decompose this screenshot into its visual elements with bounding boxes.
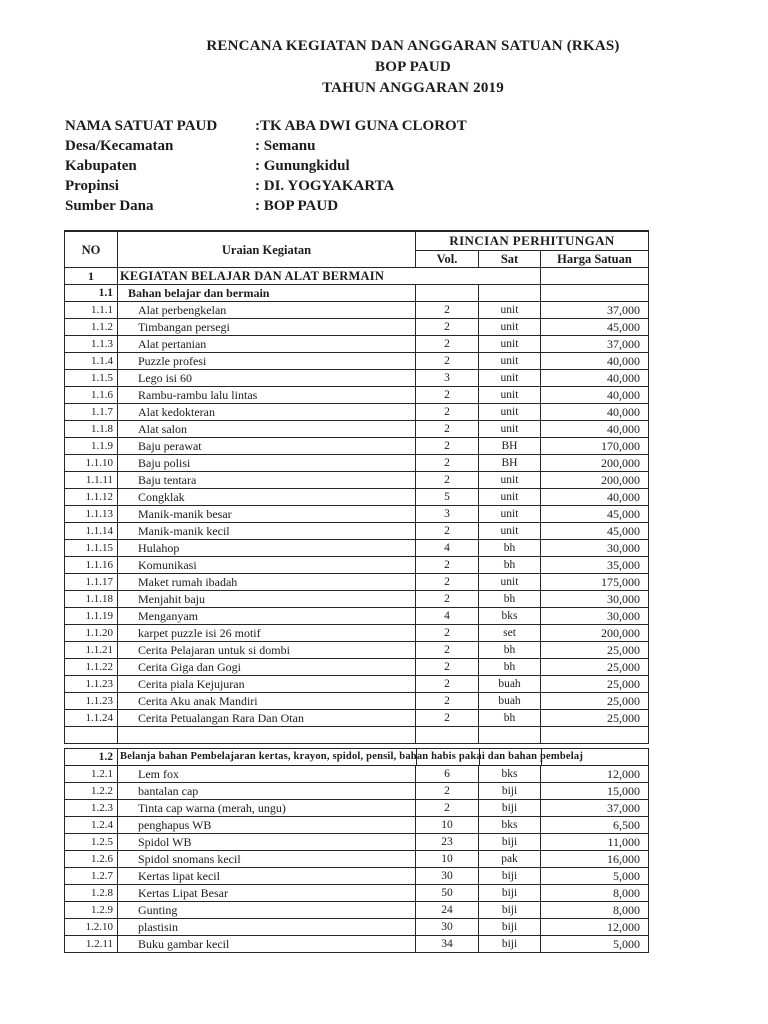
row-volume: 30 bbox=[416, 919, 479, 936]
table-row bbox=[65, 710, 649, 727]
row-unit: unit bbox=[479, 506, 541, 523]
header-sat: Sat bbox=[479, 251, 541, 268]
empty-cell bbox=[118, 727, 416, 744]
meta-row-propinsi bbox=[65, 176, 467, 196]
row-volume: 2 bbox=[416, 404, 479, 421]
row-unit: bh bbox=[479, 540, 541, 557]
row-number: 1.1.4 bbox=[65, 353, 118, 370]
row-unit: unit bbox=[479, 489, 541, 506]
row-number: 1.2.5 bbox=[65, 834, 118, 851]
meta-value: :TK ABA DWI GUNA CLOROT bbox=[255, 118, 467, 134]
row-item-name: Spidol WB bbox=[118, 834, 416, 851]
row-item-name: Cerita Pelajaran untuk si dombi bbox=[118, 642, 416, 659]
row-number: 1.1.24 bbox=[65, 710, 118, 727]
table-row bbox=[65, 370, 649, 387]
row-number: 1.2.3 bbox=[65, 800, 118, 817]
row-unit: bh bbox=[479, 642, 541, 659]
document-title bbox=[58, 36, 768, 99]
section-number: 1.1 bbox=[65, 285, 118, 302]
meta-value: : BOP PAUD bbox=[255, 198, 339, 214]
row-unit-price: 12,000 bbox=[541, 919, 649, 936]
section-title: Belanja bahan Pembelajaran kertas, krayon, spidol, pensil, bahan habis pakai dan bahan pembelaj bbox=[120, 751, 584, 762]
header-no: NO bbox=[65, 231, 118, 268]
row-unit-price: 12,000 bbox=[541, 766, 649, 783]
meta-label: Kabupaten bbox=[65, 158, 137, 174]
row-volume: 2 bbox=[416, 557, 479, 574]
row-unit: biji bbox=[479, 834, 541, 851]
row-number: 1.1.18 bbox=[65, 591, 118, 608]
row-unit-price: 8,000 bbox=[541, 902, 649, 919]
table-row bbox=[65, 919, 649, 936]
table-row bbox=[65, 834, 649, 851]
row-number: 1.1.2 bbox=[65, 319, 118, 336]
row-volume: 2 bbox=[416, 319, 479, 336]
row-volume: 2 bbox=[416, 472, 479, 489]
title-line-1: RENCANA KEGIATAN DAN ANGGARAN SATUAN (RKAS) bbox=[206, 38, 620, 54]
table-row bbox=[65, 766, 649, 783]
row-volume: 50 bbox=[416, 885, 479, 902]
row-item-name: plastisin bbox=[118, 919, 416, 936]
table-row bbox=[65, 817, 649, 834]
rows-section-1-1 bbox=[65, 302, 649, 727]
row-unit-price: 5,000 bbox=[541, 936, 649, 953]
row-item-name: Menganyam bbox=[118, 608, 416, 625]
row-item-name: Alat perbengkelan bbox=[118, 302, 416, 319]
meta-row-desa-kecamatan bbox=[65, 136, 467, 156]
row-item-name: Congklak bbox=[118, 489, 416, 506]
row-number: 1.2.8 bbox=[65, 885, 118, 902]
row-unit-price: 37,000 bbox=[541, 336, 649, 353]
row-number: 1.1.16 bbox=[65, 557, 118, 574]
table-row bbox=[65, 387, 649, 404]
table-row bbox=[65, 489, 649, 506]
row-volume: 4 bbox=[416, 540, 479, 557]
row-unit-price: 25,000 bbox=[541, 659, 649, 676]
row-volume: 2 bbox=[416, 710, 479, 727]
row-volume: 3 bbox=[416, 370, 479, 387]
row-number: 1.1.13 bbox=[65, 506, 118, 523]
table-row bbox=[65, 506, 649, 523]
row-unit: biji bbox=[479, 919, 541, 936]
section-title: KEGIATAN BELAJAR DAN ALAT BERMAIN bbox=[118, 268, 541, 285]
row-item-name: bantalan cap bbox=[118, 783, 416, 800]
row-item-name: Baju tentara bbox=[118, 472, 416, 489]
row-unit-price: 40,000 bbox=[541, 353, 649, 370]
row-item-name: Manik-manik kecil bbox=[118, 523, 416, 540]
row-unit-price: 200,000 bbox=[541, 472, 649, 489]
row-number: 1.1.5 bbox=[65, 370, 118, 387]
table-row bbox=[65, 659, 649, 676]
row-unit: unit bbox=[479, 523, 541, 540]
meta-label: Desa/Kecamatan bbox=[65, 138, 174, 154]
row-unit-price: 16,000 bbox=[541, 851, 649, 868]
row-unit: unit bbox=[479, 387, 541, 404]
row-unit-price: 11,000 bbox=[541, 834, 649, 851]
row-volume: 2 bbox=[416, 353, 479, 370]
row-item-name: Buku gambar kecil bbox=[118, 936, 416, 953]
row-volume: 10 bbox=[416, 817, 479, 834]
table-row bbox=[65, 676, 649, 693]
row-item-name: Kertas lipat kecil bbox=[118, 868, 416, 885]
table-row bbox=[65, 608, 649, 625]
row-number: 1.1.8 bbox=[65, 421, 118, 438]
row-volume: 2 bbox=[416, 625, 479, 642]
row-item-name: Alat kedokteran bbox=[118, 404, 416, 421]
section-row-1-2 bbox=[65, 749, 649, 766]
row-item-name: Maket rumah ibadah bbox=[118, 574, 416, 591]
table-row bbox=[65, 557, 649, 574]
row-unit: unit bbox=[479, 370, 541, 387]
row-volume: 2 bbox=[416, 336, 479, 353]
row-unit: buah bbox=[479, 676, 541, 693]
row-unit: bks bbox=[479, 817, 541, 834]
table-row bbox=[65, 851, 649, 868]
row-number: 1.1.12 bbox=[65, 489, 118, 506]
row-item-name: Spidol snomans kecil bbox=[118, 851, 416, 868]
row-item-name: Menjahit baju bbox=[118, 591, 416, 608]
row-item-name: Baju perawat bbox=[118, 438, 416, 455]
empty-cell bbox=[416, 727, 479, 744]
meta-label: NAMA SATUAT PAUD bbox=[65, 118, 218, 134]
meta-row-nama-satuan bbox=[65, 116, 467, 136]
section-vol-empty bbox=[416, 285, 479, 302]
table-row bbox=[65, 438, 649, 455]
row-volume: 24 bbox=[416, 902, 479, 919]
row-unit-price: 40,000 bbox=[541, 404, 649, 421]
meta-row-kabupaten bbox=[65, 156, 467, 176]
row-number: 1.1.1 bbox=[65, 302, 118, 319]
table-row bbox=[65, 302, 649, 319]
row-volume: 2 bbox=[416, 693, 479, 710]
row-volume: 2 bbox=[416, 302, 479, 319]
table-row bbox=[65, 868, 649, 885]
row-number: 1.1.6 bbox=[65, 387, 118, 404]
empty-cell bbox=[479, 727, 541, 744]
section-title-cell bbox=[118, 749, 649, 766]
row-unit: unit bbox=[479, 319, 541, 336]
section-row-1 bbox=[65, 268, 649, 285]
empty-cell bbox=[541, 727, 649, 744]
row-unit: unit bbox=[479, 421, 541, 438]
header-harga-satuan: Harga Satuan bbox=[541, 251, 649, 268]
row-volume: 2 bbox=[416, 642, 479, 659]
row-volume: 34 bbox=[416, 936, 479, 953]
table-header bbox=[65, 231, 649, 268]
table-row bbox=[65, 936, 649, 953]
table-row bbox=[65, 353, 649, 370]
row-number: 1.2.2 bbox=[65, 783, 118, 800]
section-number: 1 bbox=[65, 268, 118, 285]
row-number: 1.1.20 bbox=[65, 625, 118, 642]
row-unit: set bbox=[479, 625, 541, 642]
row-number: 1.1.19 bbox=[65, 608, 118, 625]
row-number: 1.2.10 bbox=[65, 919, 118, 936]
row-volume: 4 bbox=[416, 608, 479, 625]
meta-label: Propinsi bbox=[65, 178, 119, 194]
row-volume: 2 bbox=[416, 574, 479, 591]
row-unit: unit bbox=[479, 472, 541, 489]
row-unit-price: 35,000 bbox=[541, 557, 649, 574]
row-number: 1.2.4 bbox=[65, 817, 118, 834]
row-unit-price: 15,000 bbox=[541, 783, 649, 800]
row-volume: 23 bbox=[416, 834, 479, 851]
table-row bbox=[65, 523, 649, 540]
row-unit: bh bbox=[479, 710, 541, 727]
table-row bbox=[65, 455, 649, 472]
row-item-name: Komunikasi bbox=[118, 557, 416, 574]
row-unit: bks bbox=[479, 766, 541, 783]
row-unit: biji bbox=[479, 868, 541, 885]
row-item-name: Lem fox bbox=[118, 766, 416, 783]
title-line-2: BOP PAUD bbox=[375, 59, 451, 75]
row-unit-price: 25,000 bbox=[541, 693, 649, 710]
section-sat-empty bbox=[479, 285, 541, 302]
row-unit-price: 25,000 bbox=[541, 642, 649, 659]
row-volume: 2 bbox=[416, 800, 479, 817]
row-unit-price: 170,000 bbox=[541, 438, 649, 455]
empty-row bbox=[65, 727, 649, 744]
meta-row-sumber-dana bbox=[65, 196, 467, 216]
row-number: 1.2.11 bbox=[65, 936, 118, 953]
row-item-name: penghapus WB bbox=[118, 817, 416, 834]
section-separator bbox=[65, 727, 649, 766]
row-number: 1.1.11 bbox=[65, 472, 118, 489]
row-unit-price: 40,000 bbox=[541, 489, 649, 506]
row-volume: 2 bbox=[416, 421, 479, 438]
row-unit: unit bbox=[479, 302, 541, 319]
document-meta bbox=[65, 116, 467, 216]
row-unit-price: 45,000 bbox=[541, 319, 649, 336]
section-number: 1.2 bbox=[65, 749, 118, 766]
header-row-1 bbox=[65, 231, 649, 251]
table-row bbox=[65, 421, 649, 438]
header-vol: Vol. bbox=[416, 251, 479, 268]
row-number: 1.2.6 bbox=[65, 851, 118, 868]
row-item-name: Hulahop bbox=[118, 540, 416, 557]
meta-value: : Gunungkidul bbox=[255, 158, 350, 174]
row-item-name: Puzzle profesi bbox=[118, 353, 416, 370]
table-row bbox=[65, 783, 649, 800]
row-unit: biji bbox=[479, 783, 541, 800]
table-row bbox=[65, 404, 649, 421]
row-unit-price: 45,000 bbox=[541, 506, 649, 523]
row-item-name: Kertas Lipat Besar bbox=[118, 885, 416, 902]
row-unit-price: 30,000 bbox=[541, 540, 649, 557]
row-number: 1.2.1 bbox=[65, 766, 118, 783]
row-item-name: Lego isi 60 bbox=[118, 370, 416, 387]
row-unit-price: 45,000 bbox=[541, 523, 649, 540]
row-item-name: Cerita piala Kejujuran bbox=[118, 676, 416, 693]
row-volume: 2 bbox=[416, 676, 479, 693]
empty-cell bbox=[65, 727, 118, 744]
title-line-3: TAHUN ANGGARAN 2019 bbox=[322, 80, 504, 96]
row-unit-price: 37,000 bbox=[541, 302, 649, 319]
row-number: 1.1.23 bbox=[65, 676, 118, 693]
row-unit: BH bbox=[479, 438, 541, 455]
row-volume: 2 bbox=[416, 438, 479, 455]
row-volume: 2 bbox=[416, 523, 479, 540]
row-unit: biji bbox=[479, 902, 541, 919]
row-item-name: Alat salon bbox=[118, 421, 416, 438]
section-row-1-1 bbox=[65, 285, 649, 302]
table-row bbox=[65, 540, 649, 557]
row-volume: 2 bbox=[416, 659, 479, 676]
row-number: 1.1.14 bbox=[65, 523, 118, 540]
row-item-name: Rambu-rambu lalu lintas bbox=[118, 387, 416, 404]
meta-label: Sumber Dana bbox=[65, 198, 154, 214]
meta-value: : DI. YOGYAKARTA bbox=[255, 178, 395, 194]
row-unit: unit bbox=[479, 353, 541, 370]
row-unit-price: 40,000 bbox=[541, 387, 649, 404]
row-number: 1.1.10 bbox=[65, 455, 118, 472]
row-number: 1.1.23 bbox=[65, 693, 118, 710]
row-unit-price: 30,000 bbox=[541, 591, 649, 608]
table-row bbox=[65, 642, 649, 659]
row-item-name: Gunting bbox=[118, 902, 416, 919]
row-volume: 30 bbox=[416, 868, 479, 885]
row-number: 1.1.9 bbox=[65, 438, 118, 455]
row-unit-price: 30,000 bbox=[541, 608, 649, 625]
row-item-name: Cerita Giga dan Gogi bbox=[118, 659, 416, 676]
row-volume: 2 bbox=[416, 455, 479, 472]
row-unit-price: 200,000 bbox=[541, 455, 649, 472]
table-row bbox=[65, 591, 649, 608]
row-item-name: karpet puzzle isi 26 motif bbox=[118, 625, 416, 642]
section-harga-empty bbox=[541, 268, 649, 285]
table-row bbox=[65, 885, 649, 902]
row-unit: bh bbox=[479, 591, 541, 608]
row-number: 1.1.21 bbox=[65, 642, 118, 659]
table-row bbox=[65, 800, 649, 817]
row-unit: bh bbox=[479, 557, 541, 574]
row-number: 1.1.3 bbox=[65, 336, 118, 353]
row-unit-price: 5,000 bbox=[541, 868, 649, 885]
header-uraian-kegiatan: Uraian Kegiatan bbox=[118, 231, 416, 268]
meta-value: : Semanu bbox=[255, 138, 316, 154]
row-unit-price: 8,000 bbox=[541, 885, 649, 902]
row-number: 1.1.17 bbox=[65, 574, 118, 591]
row-unit-price: 200,000 bbox=[541, 625, 649, 642]
row-unit: unit bbox=[479, 574, 541, 591]
row-unit: bh bbox=[479, 659, 541, 676]
rkas-table bbox=[64, 230, 649, 953]
row-volume: 10 bbox=[416, 851, 479, 868]
row-unit: biji bbox=[479, 800, 541, 817]
row-unit: unit bbox=[479, 404, 541, 421]
row-item-name: Manik-manik besar bbox=[118, 506, 416, 523]
row-item-name: Cerita Aku anak Mandiri bbox=[118, 693, 416, 710]
table-row bbox=[65, 319, 649, 336]
row-volume: 2 bbox=[416, 591, 479, 608]
row-unit: biji bbox=[479, 885, 541, 902]
row-unit: bks bbox=[479, 608, 541, 625]
row-volume: 2 bbox=[416, 783, 479, 800]
row-volume: 3 bbox=[416, 506, 479, 523]
table-row bbox=[65, 336, 649, 353]
row-unit-price: 25,000 bbox=[541, 676, 649, 693]
row-unit-price: 40,000 bbox=[541, 421, 649, 438]
row-unit: unit bbox=[479, 336, 541, 353]
row-item-name: Cerita Petualangan Rara Dan Otan bbox=[118, 710, 416, 727]
row-number: 1.1.7 bbox=[65, 404, 118, 421]
table-row bbox=[65, 902, 649, 919]
table-row bbox=[65, 625, 649, 642]
section-title: Bahan belajar dan bermain bbox=[118, 285, 416, 302]
table-row bbox=[65, 693, 649, 710]
row-unit: BH bbox=[479, 455, 541, 472]
row-unit-price: 25,000 bbox=[541, 710, 649, 727]
row-item-name: Baju polisi bbox=[118, 455, 416, 472]
row-volume: 2 bbox=[416, 387, 479, 404]
table-row bbox=[65, 574, 649, 591]
rows-section-1-2 bbox=[65, 766, 649, 953]
row-item-name: Timbangan persegi bbox=[118, 319, 416, 336]
row-unit: buah bbox=[479, 693, 541, 710]
header-rincian-perhitungan: RINCIAN PERHITUNGAN bbox=[416, 231, 649, 251]
row-number: 1.1.22 bbox=[65, 659, 118, 676]
row-unit-price: 175,000 bbox=[541, 574, 649, 591]
row-number: 1.1.15 bbox=[65, 540, 118, 557]
row-unit: biji bbox=[479, 936, 541, 953]
row-unit-price: 37,000 bbox=[541, 800, 649, 817]
row-unit-price: 40,000 bbox=[541, 370, 649, 387]
row-volume: 6 bbox=[416, 766, 479, 783]
row-item-name: Tinta cap warna (merah, ungu) bbox=[118, 800, 416, 817]
row-number: 1.2.9 bbox=[65, 902, 118, 919]
row-unit: pak bbox=[479, 851, 541, 868]
row-number: 1.2.7 bbox=[65, 868, 118, 885]
section-harga-empty bbox=[541, 285, 649, 302]
row-volume: 5 bbox=[416, 489, 479, 506]
row-unit-price: 6,500 bbox=[541, 817, 649, 834]
row-item-name: Alat pertanian bbox=[118, 336, 416, 353]
table-row bbox=[65, 472, 649, 489]
